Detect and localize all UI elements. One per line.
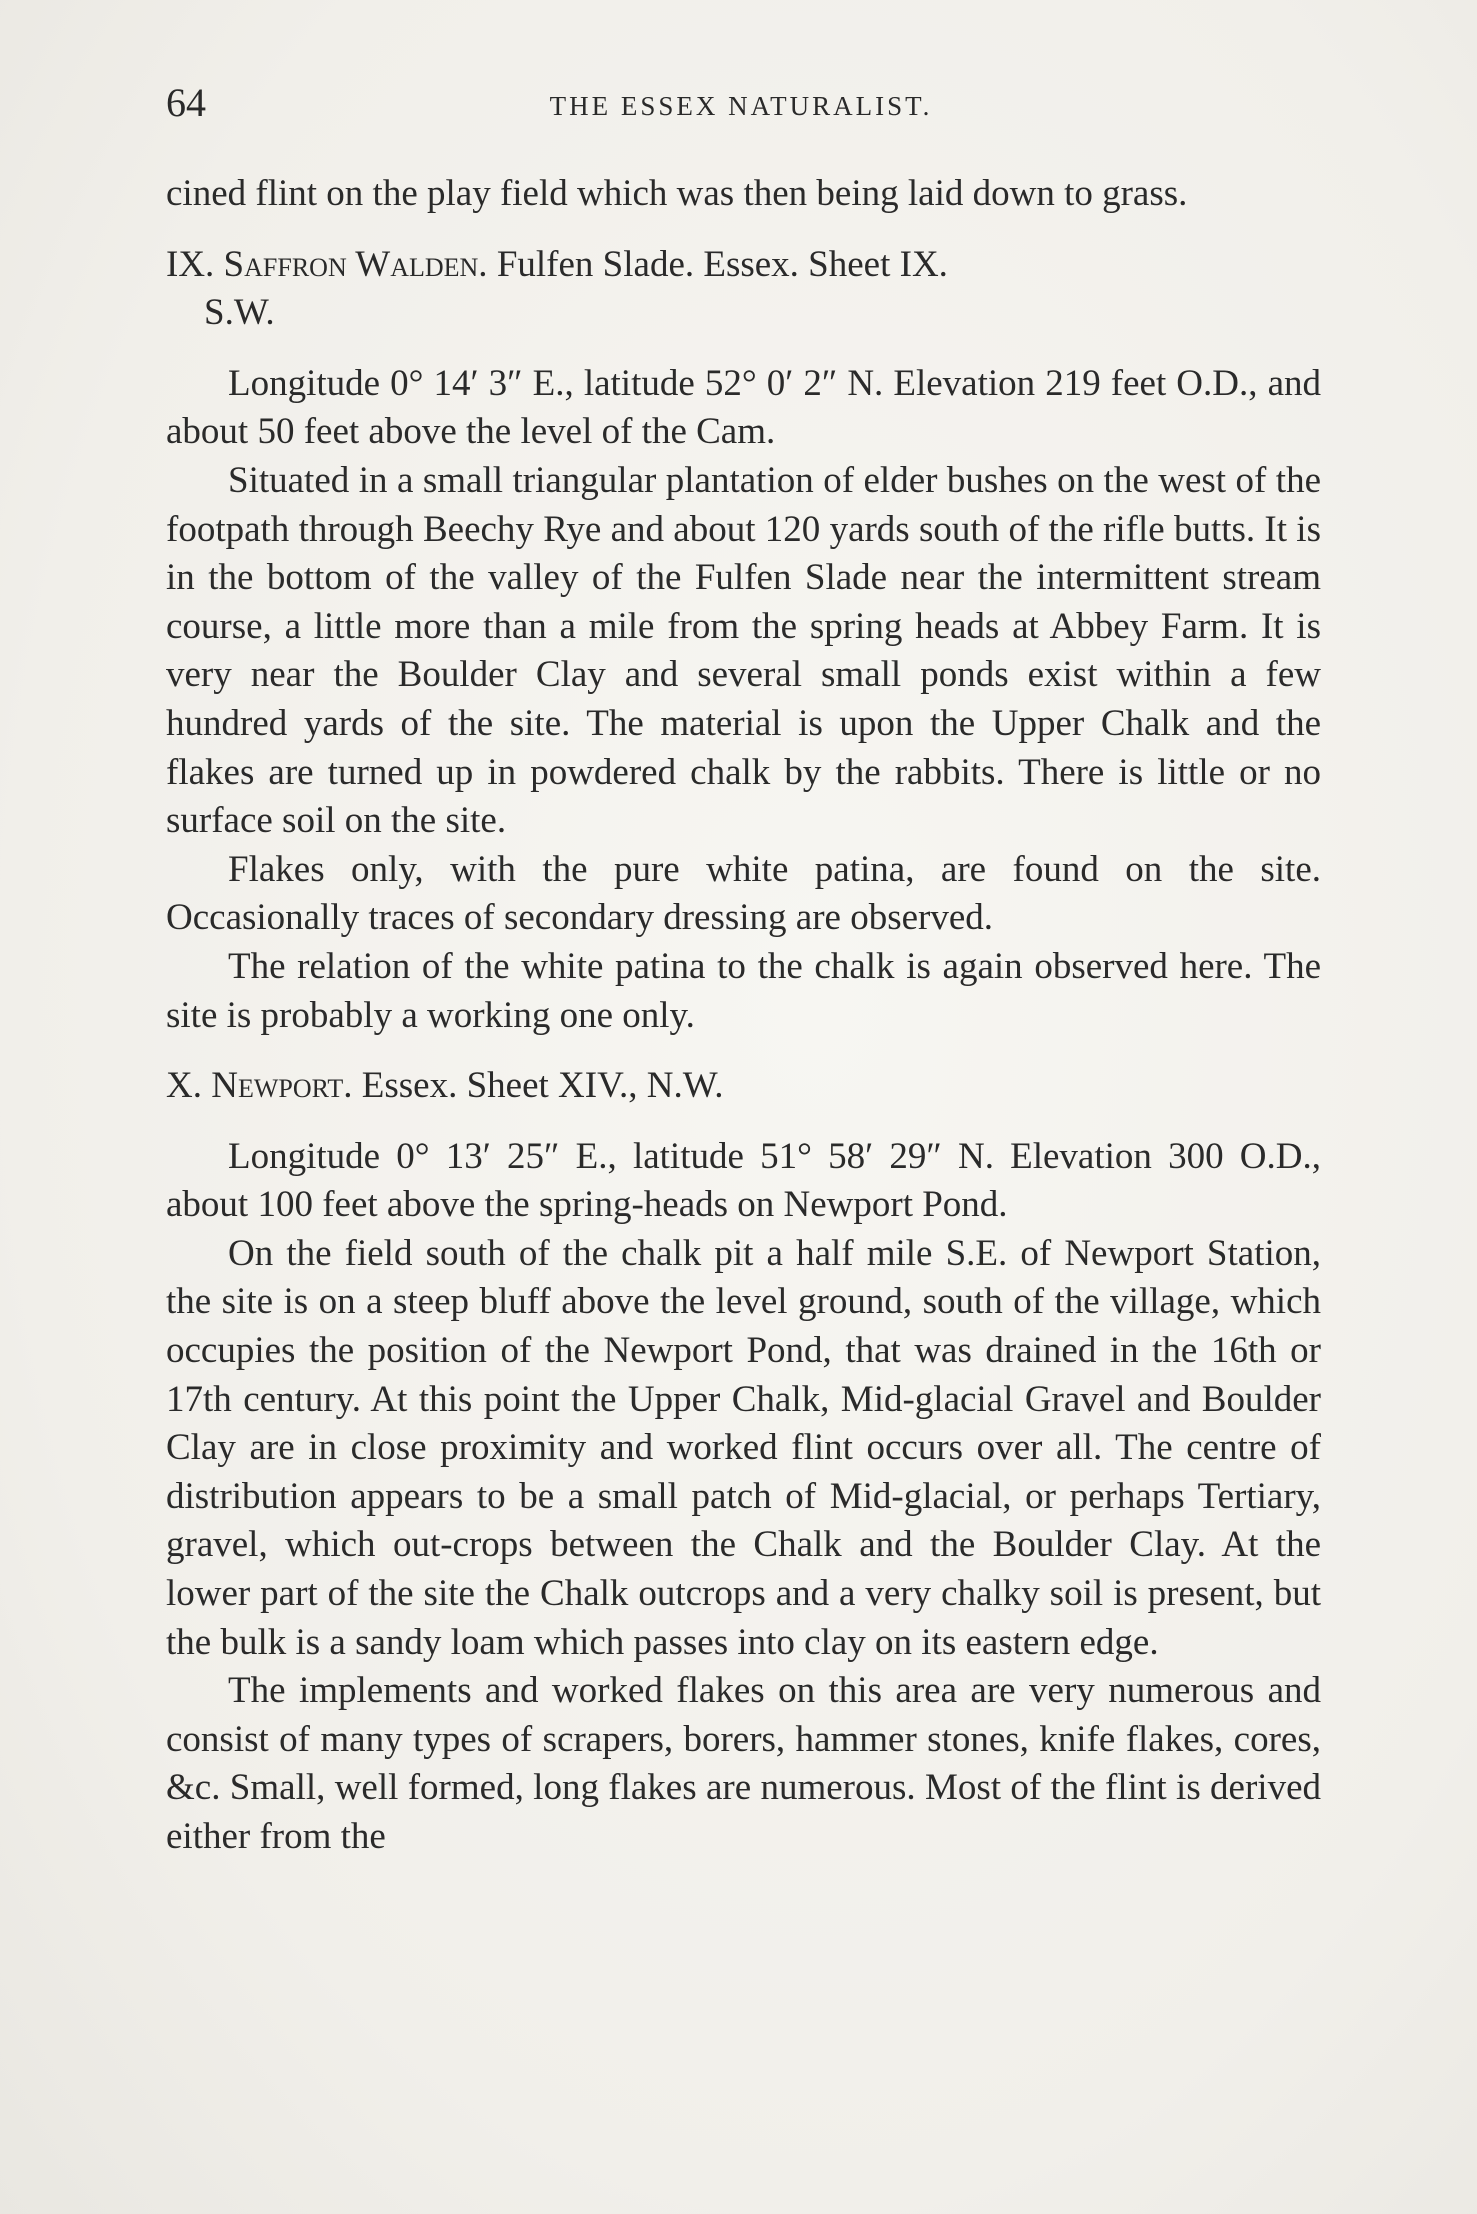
section-details: Fulfen Slade. Essex. Sheet IX. [487,243,948,285]
page-body [166,170,1321,1862]
section-number: IX. [166,243,215,285]
section-heading-ix-cont: S.W. [204,292,275,334]
section-details: Essex. Sheet XIV., N.W. [352,1065,724,1107]
section-place: Newport. [211,1065,353,1107]
section-number: X. [166,1065,202,1107]
paragraph-implements: The implements and worked flakes on this area are very numerous and consist of many types of scrapers, borers, hammer stones, knife flakes, cores, &c. Small, well formed, long flakes are numerous. Most of the flint is derived either from the [166,1670,1321,1857]
section-heading-ix [166,241,1321,290]
section-place: Saffron Walden. [223,243,488,285]
section-heading-x [166,1062,1321,1111]
running-title: THE ESSEX NATURALIST. [549,91,933,121]
paragraph-description: Situated in a small triangular plantation of elder bushes on the west of the footpath through Beechy Rye and about 120 yards south of the rifle butts. It is in the bottom of the valley of the Fulfen Slade near the intermittent stream course, a little more than a mile from the spring heads at Abbey Farm. It is very near the Boulder Clay and several small ponds exist within a few hundred yards of the site. The material is upon the Upper Chalk and the flakes are turned up in powdered chalk by the rabbits. There is little or no surface soil on the site. [166,459,1321,842]
paragraph-relation: The relation of the white patina to the chalk is again observed here. The site is probably a working one only. [166,945,1321,1036]
paragraph-location: Longitude 0° 14′ 3″ E., latitude 52° 0′ 2″ N. Elevation 219 feet O.D., and about 50 feet above the level of the Cam. [166,362,1321,453]
page-number: 64 [166,80,206,125]
paragraph-location: Longitude 0° 13′ 25″ E., latitude 51° 58′ 29″ N. Elevation 300 O.D., about 100 feet above the spring-heads on Newport Pond. [166,1135,1321,1226]
paragraph-continued: cined flint on the play field which was then being laid down to grass. [166,173,1188,214]
page-header [166,78,1316,128]
paragraph-description: On the field south of the chalk pit a half mile S.E. of Newport Station, the site is on a steep bluff above the level ground, south of the village, which occupies the position of the Newport Pond, that was drained in the 16th or 17th century. At this point the Upper Chalk, Mid-glacial Gravel and Boulder Clay are in close proximity and worked flint occurs over all. The centre of distribution appears to be a small patch of Mid-glacial, or perhaps Tertiary, gravel, which out-crops between the Chalk and the Boulder Clay. At the lower part of the site the Chalk outcrops and a very chalky soil is present, but the bulk is a sandy loam which passes into clay on its eastern edge. [166,1232,1321,1663]
paragraph-flakes: Flakes only, with the pure white patina, are found on the site. Occasionally traces of secondary dressing are observed. [166,848,1321,939]
